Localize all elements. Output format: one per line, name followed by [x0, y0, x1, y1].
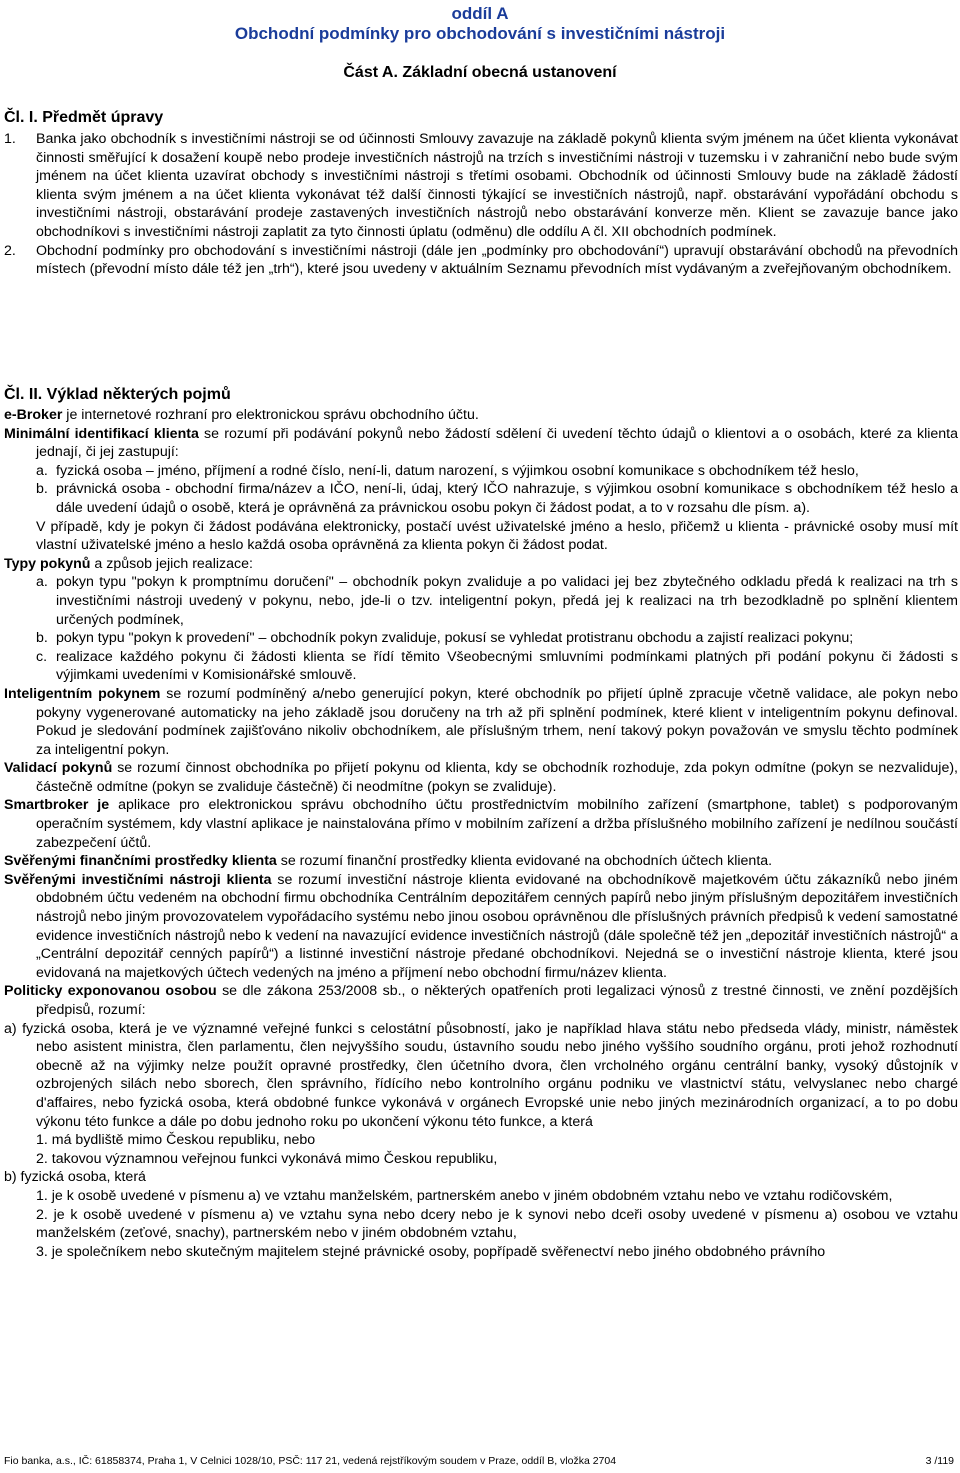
definition-entrusted-instruments: [4, 871, 958, 983]
definition-text: se rozumí podmíněný a/nebo generující pokyn, které obchodník po přijetí úplně zpracuje včetně validace, ale pokyn nebo pokyny vygenerované automaticky na jeho základě jsou doručeny na trh až při splnění podmínek, které klient v inteligentním pokynu definoval. Pokud je sledování podmínek zajišťováno nikoliv obchodníkem, ale příslušným trhem, není takový pokyn považován ve smyslu těchto podmínek za inteligentní pokyn.: [36, 685, 958, 758]
definition-text: se rozumí finanční prostředky klienta evidované na obchodních účtech klienta.: [276, 853, 773, 870]
term: Svěřenými investičními nástroji klienta: [4, 871, 272, 888]
paragraph-number: 2.: [4, 242, 16, 259]
definition-text: a způsob jejich realizace:: [90, 555, 253, 572]
definition-intelligent-order: [4, 685, 958, 759]
definition-text: je internetové rozhraní pro elektronickou správu obchodního účtu.: [62, 407, 479, 423]
term: Minimální identifikací klienta: [4, 425, 199, 442]
definition-politically-exposed-person: [4, 982, 958, 1019]
article-1-paragraph-1: [4, 130, 958, 242]
definition-text: se dle zákona 253/2008 sb., o některých opatřeních proti legalizaci výnosů z trestné činnosti, ve znění pozdějších předpisů, rozumí:: [36, 983, 958, 1018]
pep-item-b-2: 2. je k osobě uvedené v písmenu a) ve vztahu syna nebo dcery nebo je k synovi nebo dceři osoby uvedené v písmenu a) osobou ve vztahu manželském (zeťové, snachy), partnerském nebo v jiném obdobném vztahu,: [36, 1206, 958, 1242]
list-item: [4, 462, 958, 481]
term: Smartbroker je: [4, 797, 110, 814]
list-item: [4, 648, 958, 685]
list-marker: c.: [36, 648, 48, 665]
definition-minimal-identification: [4, 425, 958, 462]
term: Svěřenými finančními prostředky klienta: [4, 853, 277, 870]
list-marker: b.: [36, 481, 48, 498]
term: Validací pokynů: [4, 760, 113, 777]
term: Politicky exponovanou osobou: [4, 983, 217, 1000]
definition-text: aplikace pro elektronickou správu obchodního účtu prostřednictvím mobilního zařízení (smartphone, tablet) s podporovaným operačním systémem, kdy vlastní aplikace je nainstalována přímo v mobilním zařízení a držba příslušného mobilního zařízení je nedílnou součástí zabezpečení účtů.: [36, 797, 958, 851]
definition-order-validation: [4, 759, 958, 796]
pep-item-b-1: 1. je k osobě uvedené v písmenu a) ve vztahu manželském, partnerském anebo v jiném obdobném vztahu nebo ve vztahu rodičovském,: [36, 1187, 893, 1204]
article-2-heading: Čl. II. Výklad některých pojmů: [4, 386, 231, 403]
definition-text: se rozumí činnost obchodníka po přijetí pokynu od klienta, kdy se obchodník rozhoduje, zda pokyn odmítne (pokyn se nezvaliduje), částečně odmítne (pokyn se zvaliduje částečně) či neodmítne (pokyn se zvaliduje).: [36, 760, 958, 795]
list-marker: b.: [36, 630, 48, 647]
term: Inteligentním pokynem: [4, 685, 161, 702]
pep-item-a: a) fyzická osoba, která je ve významné veřejné funkci s celostátní působností, jako je například hlava státu nebo předseda vlády, ministr, náměstek nebo asistent ministra, člen parlamentu, člen nejvyššího soudu, ústavního soudu nebo jiného vyššího soudního orgánu, proti jehož rozhodnutí obecně až na výjimky nelze použít opravné prostředky, člen účetního dvora, člen vrcholného orgánu centrální banky, vysoký důstojník v ozbrojených silách nebo sborech, člen správního, řídícího nebo kontrolního orgánu podniku ve vlastnictví státu, velvyslanec nebo chargé d'affaires, nebo fyzická osoba, která obdobné funkce vykonává v orgánech Evropské unie nebo jiných mezinárodních organizací, a to po dobu výkonu této funkce a dále po dobu jednoho roku po ukončení výkonu této funkce, a která: [4, 1020, 958, 1130]
definition-note: V případě, kdy je pokyn či žádost podávána elektronicky, postačí uvést uživatelské jméno a heslo, přičemž u klienta - právnické osoby musí mít vlastní uživatelské jméno a heslo každá osoba oprávněná za klienta pokyn či žádost podat.: [36, 518, 958, 554]
pep-item-b-3: 3. je společníkem nebo skutečným majitelem stejné právnické osoby, popřípadě svěřenectví nebo jiného obdobného právního: [36, 1243, 826, 1260]
part-heading: Část A. Základní obecná ustanovení: [343, 64, 617, 81]
list-item-text: realizace každého pokynu či žádosti klienta se řídí těmito Všeobecnými smluvními podmínkami platných při podání pokynu či žádosti s výjimkami uvedeními v Komisionářské smlouvě.: [56, 648, 958, 684]
list-item: [4, 629, 958, 648]
list-item: [4, 573, 958, 629]
definition-ebroker: [4, 406, 958, 425]
definition-order-types: [4, 555, 958, 574]
paragraph-text: Obchodní podmínky pro obchodování s investičními nástroji (dále jen „podmínky pro obchodování“) upravují obstarávání obchodů na převodních místech (převodní místo dále též jen „trh“), které jsou uvedeny v aktuálním Seznamu převodních míst vydávaným a zveřejňovaným obchodníkem.: [36, 242, 958, 278]
term: e-Broker: [4, 407, 63, 423]
section-title: oddíl A: [451, 4, 509, 23]
pep-item-a-1: 1. má bydliště mimo Českou republiku, nebo: [36, 1132, 316, 1149]
list-item-text: fyzická osoba – jméno, příjmení a rodné číslo, není-li, datum narození, s výjimkou osobní komunikace s obchodníkem též heslo,: [56, 462, 859, 479]
pep-item-a-2: 2. takovou významnou veřejnou funkci vykonává mimo Českou republiku,: [36, 1150, 498, 1167]
article-1-heading: Čl. I. Předmět úpravy: [4, 109, 164, 126]
article-2-body: [4, 406, 958, 1261]
term: Typy pokynů: [4, 555, 91, 572]
list-item-text: právnická osoba - obchodní firma/název a IČO, není-li, údaj, který IČO nahrazuje, s výjimkou osobní komunikace s obchodníkem též heslo a dále uvedení údajů o osobě, která je oprávněná za právnickou osobu pokyn či žádost podat, a to v rozsahu dle písm. a).: [56, 481, 958, 516]
definition-text: se rozumí investiční nástroje klienta evidované na obchodníkově majetkovém účtu zákazníků nebo jiném obdobném účtu vedeném na obchodní firmu obchodníka Centrálním depozitářem cenných papírů nebo jiným příslušným depozitářem investičních nástrojů nebo jiným provozovatelem vypořádacího systému nebo jinou osobou oprávněnou dle příslušných právních předpisů k vedení samostatné evidence investičních nástrojů nebo k vedení na navazující evidence investičních nástrojů (dále společně též jen „depozitář investičních nástrojů“ a „Centrální depozitář cenných papírů“) a listinné investiční nástroje předané obchodníkovi. Nejedná se o investiční nástroje klienta, které jsou evidovaná na majetkových účtech vedených na jméno a příjmení nebo obchodní firmu/název klienta.: [36, 871, 958, 981]
list-item: [4, 480, 958, 517]
list-marker: a.: [36, 462, 48, 479]
list-item-text: pokyn typu "pokyn k provedení" – obchodník pokyn zvaliduje, pokusí se vyhledat protistranu obchodu a zajistí realizaci pokynu;: [56, 630, 854, 647]
definition-smartbroker: [4, 796, 958, 852]
footer-company-info: Fio banka, a.s., IČ: 61858374, Praha 1, V Celnici 1028/10, PSČ: 117 21, vedená rejstříkovým soudem v Praze, oddíl B, vložka 2704: [4, 1455, 617, 1467]
paragraph-number: 1.: [4, 131, 16, 147]
article-1-paragraph-2: [4, 242, 958, 279]
list-marker: a.: [36, 574, 48, 591]
pep-item-b: b) fyzická osoba, která: [4, 1169, 146, 1186]
page-number: 3 /119: [925, 1455, 954, 1467]
list-item-text: pokyn typu "pokyn k promptnímu doručení" – obchodník pokyn zvaliduje a po validaci jej bez zbytečného odkladu předá k realizaci na trh s investičními nástroji uvedený v pokynu, nebo, jde-li o tzv. inteligentní pokyn, předá jej k realizaci na trh bezodkladně po splnění klientem určených podmínek,: [56, 574, 958, 628]
paragraph-text: Banka jako obchodník s investičními nástroji se od účinnosti Smlouvy zavazuje na základě pokynů klienta svým jménem na účet klienta vykonávat činnosti směřující k dosažení koupě nebo prodeje investičních nástrojů na trzích s investičními nástroji v tuzemsku i v zahraniční nebo bude svým jménem na účet klienta uzavírat obchody s investičními nástroji s třetími osobami. Obchodník od účinnosti Smlouvy bude na základě žádostí klienta svým jménem a na účet klienta vykonávat též další činnosti týkající se investičních nástrojů, např. obstarávání vypořádání obchodu s investičními nástroji, obstarávání prodeje zastavených investičních nástrojů nebo obstarávání konverze měn. Klient se zavazuje bance jako obchodníkovi s investičními nástroji zaplatit za tyto činnosti úplatu (odměnu) dle oddílu A čl. XII obchodních podmínek.: [36, 131, 958, 240]
article-1-body: [4, 130, 958, 279]
document-title: Obchodní podmínky pro obchodování s investičními nástroji: [234, 24, 726, 43]
definition-text: se rozumí při podávání pokynů nebo žádostí sdělení či uvedení těchto údajů o klientovi a o osobách, které za klienta jednají, či jej zastupují:: [36, 425, 958, 461]
page-footer: [4, 1454, 954, 1468]
definition-entrusted-funds: [4, 852, 958, 871]
